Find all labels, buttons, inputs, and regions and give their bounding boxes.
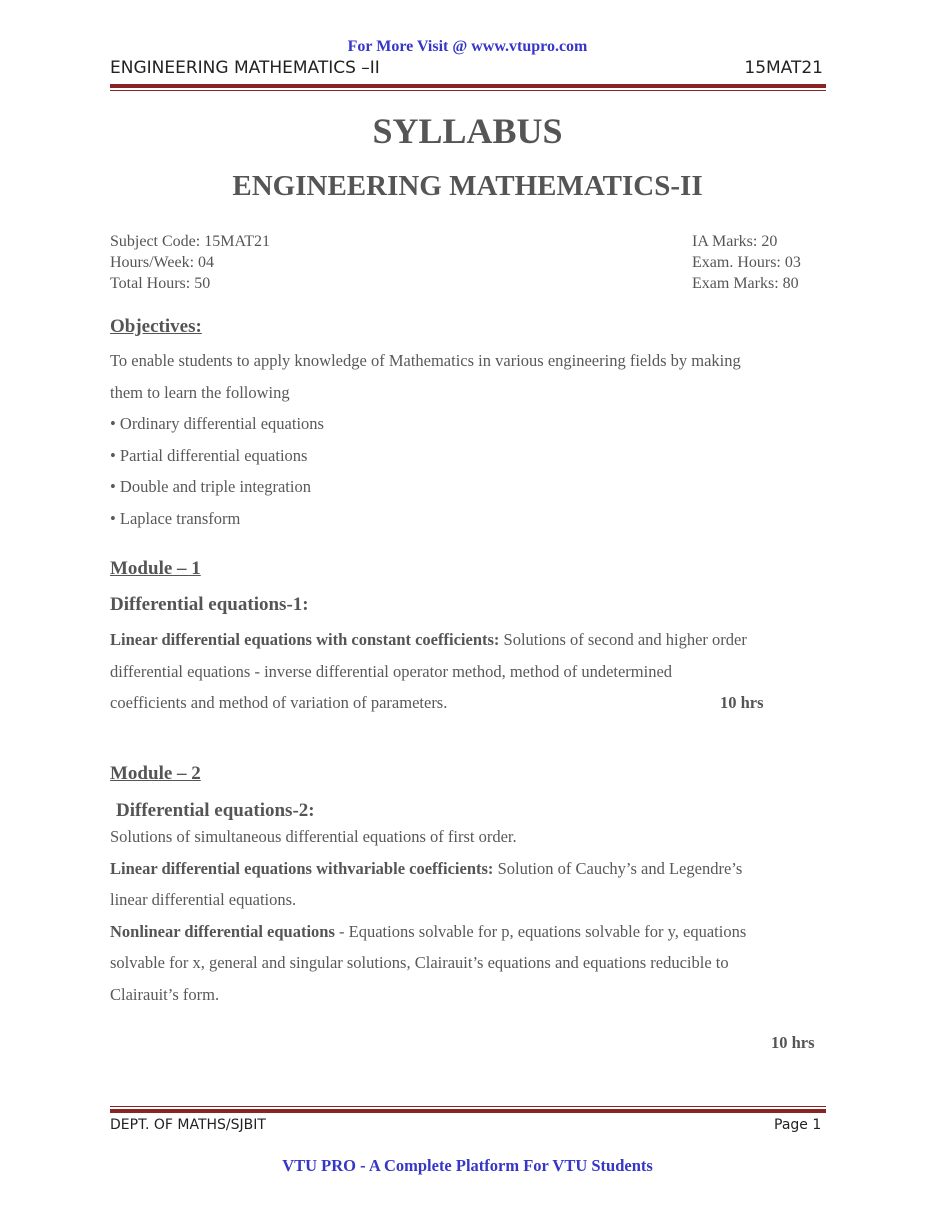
- objective-item: • Laplace transform: [110, 508, 241, 528]
- objective-item: • Partial differential equations: [110, 445, 308, 465]
- module-1-bold-lead: Linear differential equations with constant coefficients:: [110, 630, 500, 649]
- module-2-line-3: linear differential equations.: [110, 890, 297, 909]
- module-1-heading: Module – 1: [110, 558, 201, 579]
- header-rule-thick: [110, 84, 826, 88]
- page-subtitle: ENGINEERING MATHEMATICS-II: [232, 170, 703, 202]
- meta-subject-code: Subject Code: 15MAT21: [110, 233, 270, 250]
- meta-total-hours: Total Hours: 50: [110, 275, 211, 292]
- module-1-subheading: Differential equations-1:: [110, 594, 309, 615]
- objectives-heading: Objectives:: [110, 316, 202, 337]
- footer-rule-thin: [110, 1106, 826, 1107]
- module-2-heading: Module – 2: [110, 763, 201, 784]
- meta-hours-week: Hours/Week: 04: [110, 254, 215, 271]
- module-2-bold-lead-3: Nonlinear differential equations: [110, 921, 335, 941]
- meta-exam-marks: Exam Marks: 80: [692, 275, 799, 292]
- objectives-intro-1: To enable students to apply knowledge of Mathematics in various engineering fields by making: [110, 351, 741, 370]
- page-title: SYLLABUS: [372, 111, 563, 151]
- bottom-banner-link[interactable]: VTU PRO - A Complete Platform For VTU Students: [282, 1156, 653, 1175]
- module-2-body: [110, 821, 822, 1010]
- footer-department: DEPT. OF MATHS/SJBIT: [110, 1117, 266, 1133]
- module-2-line-4: - Equations solvable for p, equations solvable for y, equations: [334, 921, 747, 941]
- module-2-subheading: Differential equations-2:: [116, 800, 315, 821]
- footer-page-number: Page 1: [774, 1117, 822, 1133]
- header-rule-thin: [110, 90, 826, 91]
- module-1-line-2: differential equations - inverse differential operator method, method of undetermined: [110, 661, 673, 681]
- module-1-line-1: Solutions of second and higher order: [499, 630, 747, 649]
- header-course-title: ENGINEERING MATHEMATICS –II: [110, 58, 380, 78]
- running-header: [110, 58, 823, 82]
- objectives-body: [110, 345, 822, 534]
- objectives-intro-2: them to learn the following: [110, 382, 290, 402]
- module-2-line-2: Solution of Cauchy’s and Legendre’s: [493, 858, 743, 878]
- footer-rule-thick: [110, 1109, 826, 1113]
- objective-item: • Ordinary differential equations: [110, 414, 324, 433]
- module-1-line-3: coefficients and method of variation of parameters.: [110, 693, 448, 712]
- header-course-code: 15MAT21: [744, 58, 823, 78]
- module-2-hours: 10 hrs: [771, 1033, 815, 1052]
- meta-left: [110, 231, 270, 294]
- meta-ia-marks: IA Marks: 20: [692, 233, 778, 250]
- module-2-line-1: Solutions of simultaneous differential equations of first order.: [110, 827, 517, 846]
- module-1-body: [110, 624, 822, 719]
- meta-right: [692, 231, 801, 294]
- module-2-line-5: solvable for x, general and singular solutions, Clairauit’s equations and equations reducible to: [110, 953, 729, 972]
- module-2-bold-lead-2: Linear differential equations withvariable coefficients:: [110, 858, 494, 878]
- objective-item: • Double and triple integration: [110, 477, 311, 496]
- top-banner-link[interactable]: For More Visit @ www.vtupro.com: [347, 38, 588, 55]
- module-1-hours: 10 hrs: [720, 693, 764, 712]
- meta-exam-hours: Exam. Hours: 03: [692, 254, 801, 271]
- module-2-line-6: Clairauit’s form.: [110, 984, 220, 1004]
